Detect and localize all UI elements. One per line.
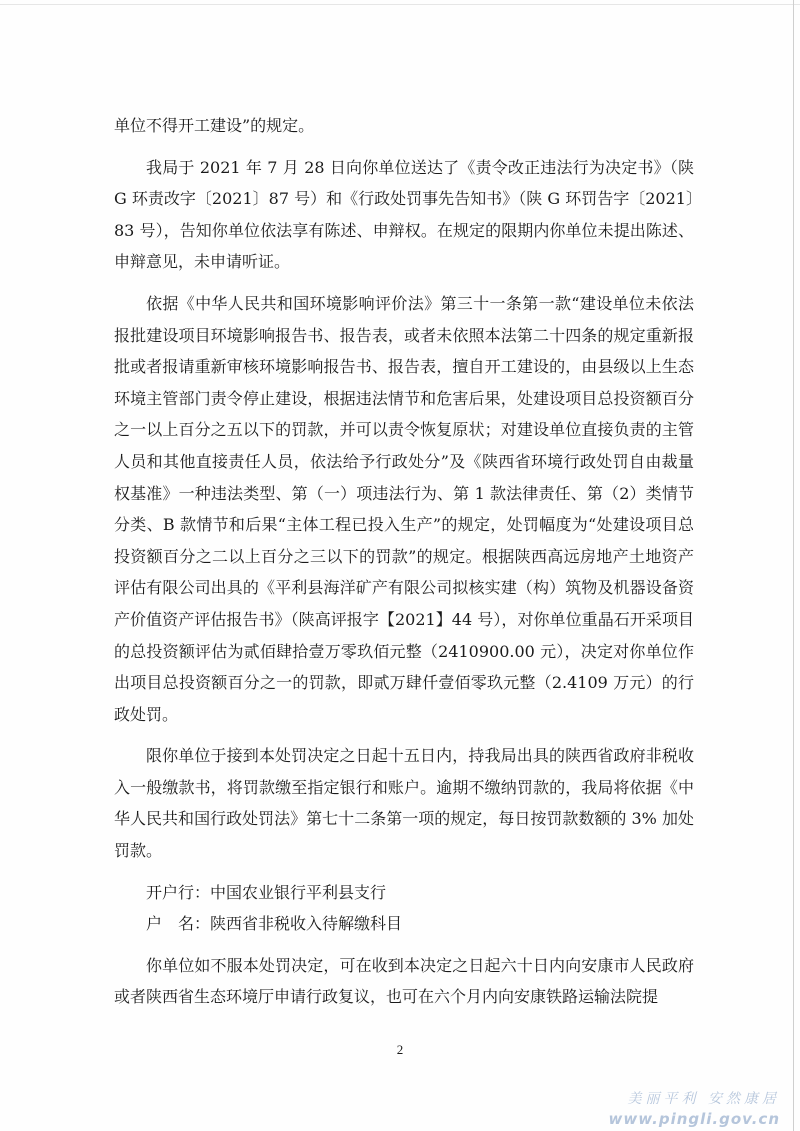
paragraph-notice-served: 我局于 2021 年 7 月 28 日向你单位送达了《责令改正违法行为决定书》（陕 G 环责改字〔2021〕87 号）和《行政处罚事先告知书》（陕 G 环罚告字〔2021〕83 号），告知你单位依法享有陈述、申辩权。在规定的限期内你单位未提出陈述、申辩意见，未申请听证。 bbox=[114, 157, 694, 272]
paragraph-appeal-rights: 你单位如不服本处罚决定，可在收到本决定之日起六十日内向安康市人民政府或者陕西省生态环境厅申请行政复议，也可在六个月内向安康铁路运输法院提 bbox=[114, 955, 694, 1007]
site-watermark bbox=[560, 1088, 780, 1128]
bank-label: 开户行： bbox=[146, 882, 211, 902]
document-body bbox=[114, 110, 694, 1023]
bank-line bbox=[114, 877, 694, 909]
paragraph-continuation: 单位不得开工建设”的规定。 bbox=[114, 116, 315, 135]
account-name-line bbox=[114, 908, 694, 940]
watermark-slogan: 美丽平利 安然康居 bbox=[627, 1091, 780, 1107]
scan-edge-right bbox=[793, 0, 794, 1131]
bank-value: 中国农业银行平利县支行 bbox=[210, 882, 387, 902]
watermark-url: www.pingli.gov.cn bbox=[608, 1110, 780, 1128]
page-number: 2 bbox=[396, 1042, 404, 1057]
scan-edge-top bbox=[0, 4, 800, 5]
paragraph-legal-basis: 依据《中华人民共和国环境影响评价法》第三十一条第一款“建设单位未依法报批建设项目环境影响报告书、报告表，或者未依照本法第二十四条的规定重新报批或者报请重新审核环境影响报告书、报告表，擅自开工建设的，由县级以上生态环境主管部门责令停止建设，根据违法情节和危害后果，处建设项目总投资额百分之一以上百分之五以下的罚款，并可以责令恢复原状；对建设单位直接负责的主管人员和其他直接责任人员，依法给予行政处分”及《陕西省环境行政处罚自由裁量权基准》一种违法类型、第（一）项违法行为、第 1 款法律责任、第（2）类情节分类、B 款情节和后果“主体工程已投入生产”的规定，处罚幅度为“处建设项目总投资额百分之二以上百分之三以下的罚款”的规定。根据陕西高远房地产土地资产评估有限公司出具的《平利县海洋矿产有限公司拟核实建（构）筑物及机器设备资产价值资产评估报告书》（陕高评报字【2021】44 号），对你单位重晶石开采项目的总投资额评估为贰佰肆拾壹万零玖佰元整（2410900.00 元），决定对你单位作出项目总投资额百分之一的罚款，即贰万肆仟壹佰零玖元整（2.4109 万元）的行政处罚。 bbox=[114, 293, 694, 724]
paragraph-payment-deadline: 限你单位于接到本处罚决定之日起十五日内，持我局出具的陕西省政府非税收入一般缴款书，将罚款缴至指定银行和账户。逾期不缴纳罚款的，我局将依据《中华人民共和国行政处罚法》第七十二条第一项的规定，每日按罚款数额的 3% 加处罚款。 bbox=[114, 746, 694, 861]
account-name-value: 陕西省非税收入待解缴科目 bbox=[210, 914, 403, 934]
account-name-label: 户 名： bbox=[146, 914, 211, 934]
